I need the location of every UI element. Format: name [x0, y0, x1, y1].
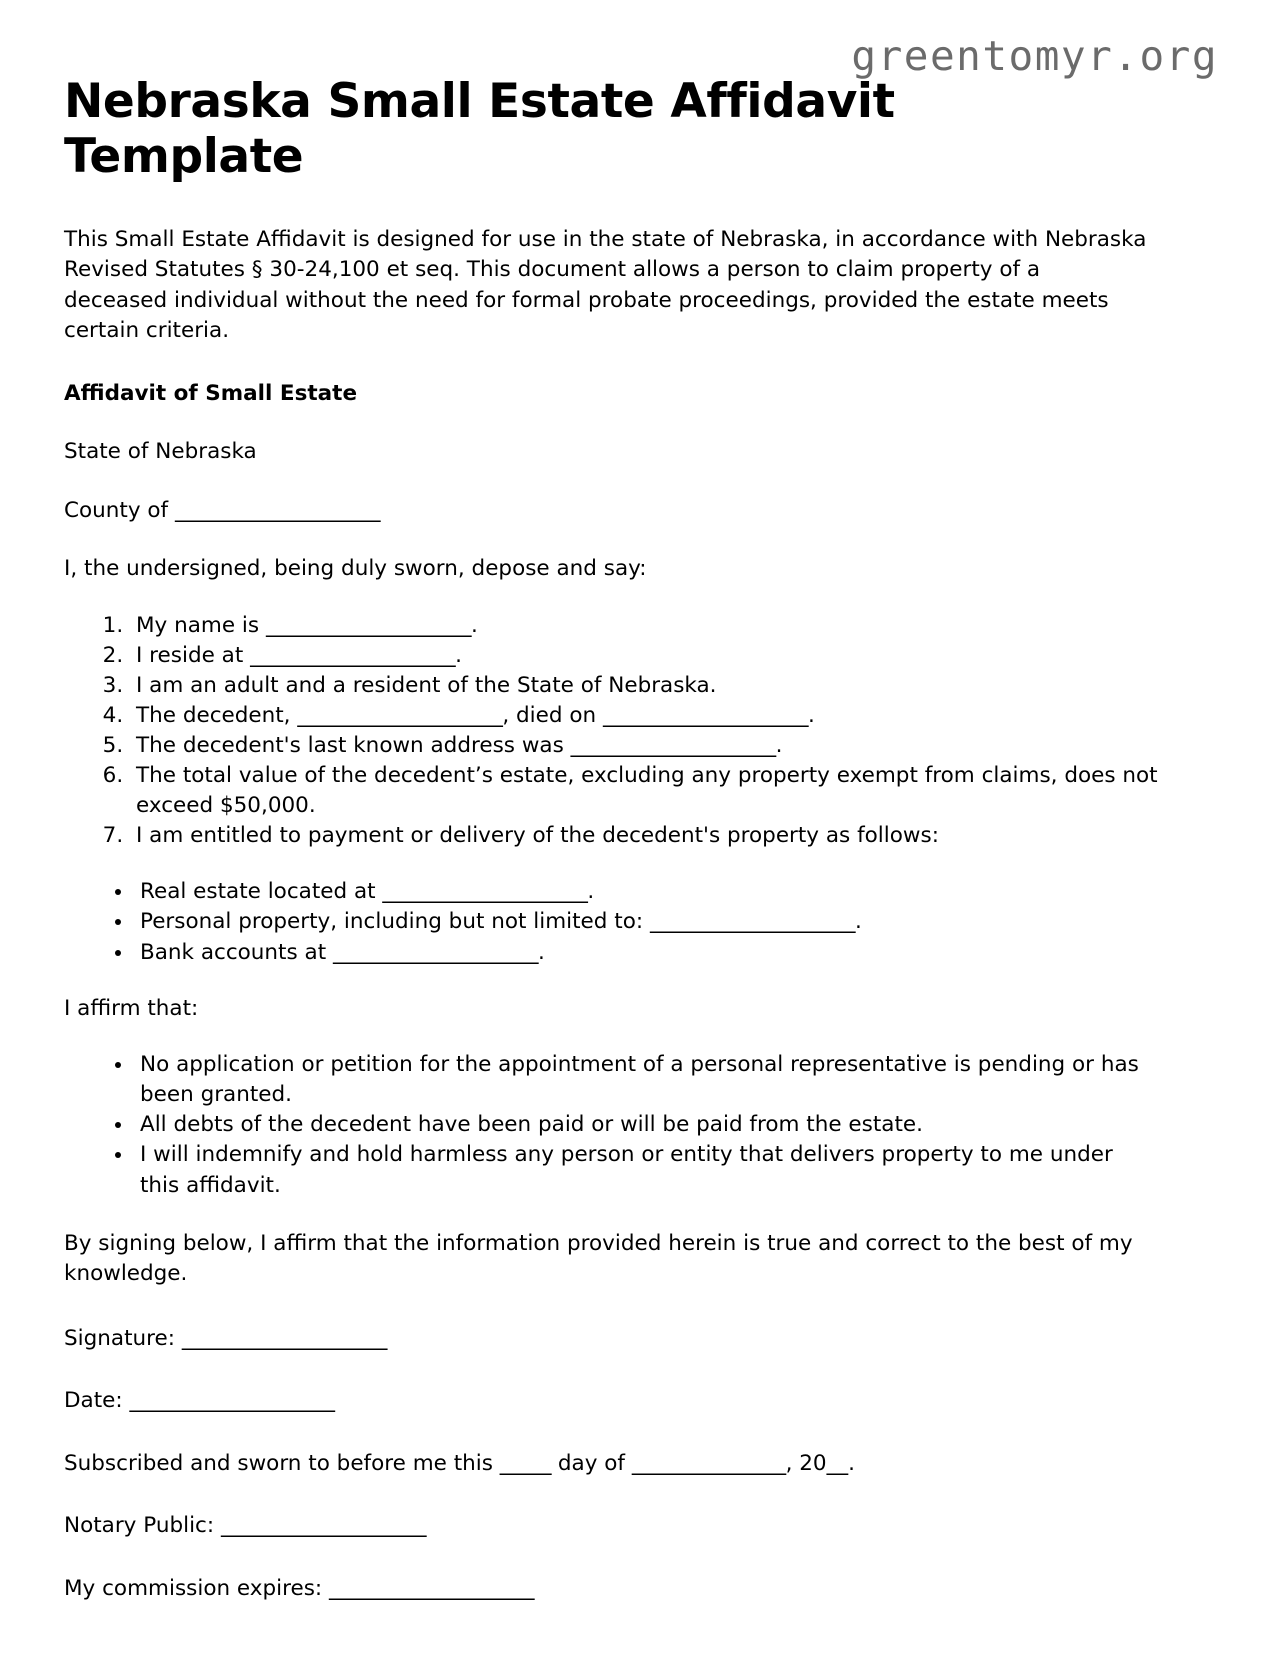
fill-in-blank[interactable]: ____________________: [265, 612, 471, 638]
list-item: • All debts of the decedent have been paid or will be paid from the estate.: [134, 1110, 1154, 1140]
county-line: [64, 496, 1154, 527]
sworn-middle-text: day of: [551, 1450, 632, 1476]
item-text-middle: , died on: [502, 702, 603, 728]
date-row: [64, 1386, 1218, 1417]
section-heading-affidavit: Affidavit of Small Estate: [64, 380, 358, 406]
item-text: I am an adult and a resident of the State of Nebraska.: [136, 672, 717, 698]
sworn-month-blank-field[interactable]: _______________: [631, 1450, 786, 1476]
item-text-suffix: .: [807, 702, 815, 728]
closing-paragraph: By signing below, I affirm that the information provided herein is true and correct to the best of my knowledge.: [64, 1230, 1133, 1287]
date-label: Date:: [64, 1388, 130, 1414]
date-blank-field[interactable]: ____________________: [129, 1388, 335, 1414]
fill-in-blank[interactable]: ____________________: [382, 879, 588, 905]
item-text-suffix: .: [587, 879, 595, 905]
item-text: I am entitled to payment or delivery of the decedent's property as follows:: [136, 823, 939, 849]
commission-label: My commission expires:: [64, 1575, 330, 1601]
fill-in-blank[interactable]: ____________________: [570, 732, 776, 758]
county-blank-field[interactable]: ____________________: [174, 497, 380, 523]
item-text: I reside at: [136, 642, 251, 668]
list-item: • No application or petition for the appointment of a personal representative is pending or has been granted.: [134, 1050, 1154, 1110]
site-watermark: greentomyr.org: [851, 32, 1218, 80]
county-label: County of: [64, 497, 175, 523]
item-text: The total value of the decedent’s estate, excluding any property exempt from claims, does not exceed $50,000.: [136, 763, 1158, 819]
notary-label: Notary Public:: [64, 1513, 221, 1539]
list-item: [130, 701, 1160, 731]
item-text: Bank accounts at: [140, 939, 333, 965]
sworn-intro: I, the undersigned, being duly sworn, depose and say:: [64, 556, 647, 582]
list-item: [134, 907, 1154, 937]
signature-blank-field[interactable]: ____________________: [181, 1325, 387, 1351]
list-item: [134, 877, 1154, 907]
list-item: [130, 731, 1160, 761]
list-item: [130, 821, 1160, 851]
state-line: State of Nebraska: [64, 439, 257, 465]
intro-paragraph: This Small Estate Affidavit is designed for use in the state of Nebraska, in accordance with Nebraska Revised Statutes § 30-24,100 et seq. This document allows a person to claim property of a deceased individual without the need for formal probate proceedings, provided the estate meets certain criteria.: [64, 226, 1147, 344]
affirm-intro: I affirm that:: [64, 995, 199, 1021]
item-text-middle: .: [470, 612, 478, 638]
fill-in-blank[interactable]: ____________________: [649, 909, 855, 935]
item-text-suffix: .: [537, 939, 545, 965]
signature-block: [64, 1324, 1218, 1605]
commission-row: [64, 1574, 1218, 1605]
signature-row: [64, 1324, 1218, 1355]
sworn-prefix-text: Subscribed and sworn to before me this: [64, 1450, 500, 1476]
item-text-suffix: .: [854, 909, 862, 935]
list-item: [130, 761, 1160, 821]
sworn-suffix-text: , 20__.: [785, 1450, 855, 1476]
fill-in-blank-secondary[interactable]: ____________________: [602, 702, 808, 728]
sworn-row: [64, 1449, 1218, 1480]
commission-blank-field[interactable]: ____________________: [329, 1575, 535, 1601]
fill-in-blank[interactable]: ____________________: [250, 642, 456, 668]
item-text: The decedent,: [136, 702, 298, 728]
affirmation-bullet-list: [64, 1050, 1218, 1200]
item-text-middle: .: [775, 732, 783, 758]
notary-row: [64, 1511, 1218, 1542]
list-item: [134, 938, 1154, 968]
list-item: [130, 671, 1160, 701]
item-text: My name is: [136, 612, 266, 638]
property-bullet-list: [64, 877, 1218, 967]
item-text: Real estate located at: [140, 879, 383, 905]
item-text: The decedent's last known address was: [136, 732, 571, 758]
item-text: Personal property, including but not limited to:: [140, 909, 650, 935]
fill-in-blank[interactable]: ____________________: [297, 702, 503, 728]
page-title: Nebraska Small Estate Affidavit Template: [64, 74, 895, 185]
list-item: • I will indemnify and hold harmless any person or entity that delivers property to me under this affidavit.: [134, 1140, 1154, 1200]
notary-blank-field[interactable]: ____________________: [220, 1513, 426, 1539]
fill-in-blank[interactable]: ____________________: [332, 939, 538, 965]
affidavit-numbered-list: [64, 611, 1218, 852]
item-text-middle: .: [455, 642, 462, 668]
signature-label: Signature:: [64, 1325, 182, 1351]
list-item: [130, 641, 1160, 671]
sworn-day-blank-field[interactable]: _____: [499, 1450, 552, 1476]
list-item: [130, 611, 1160, 641]
